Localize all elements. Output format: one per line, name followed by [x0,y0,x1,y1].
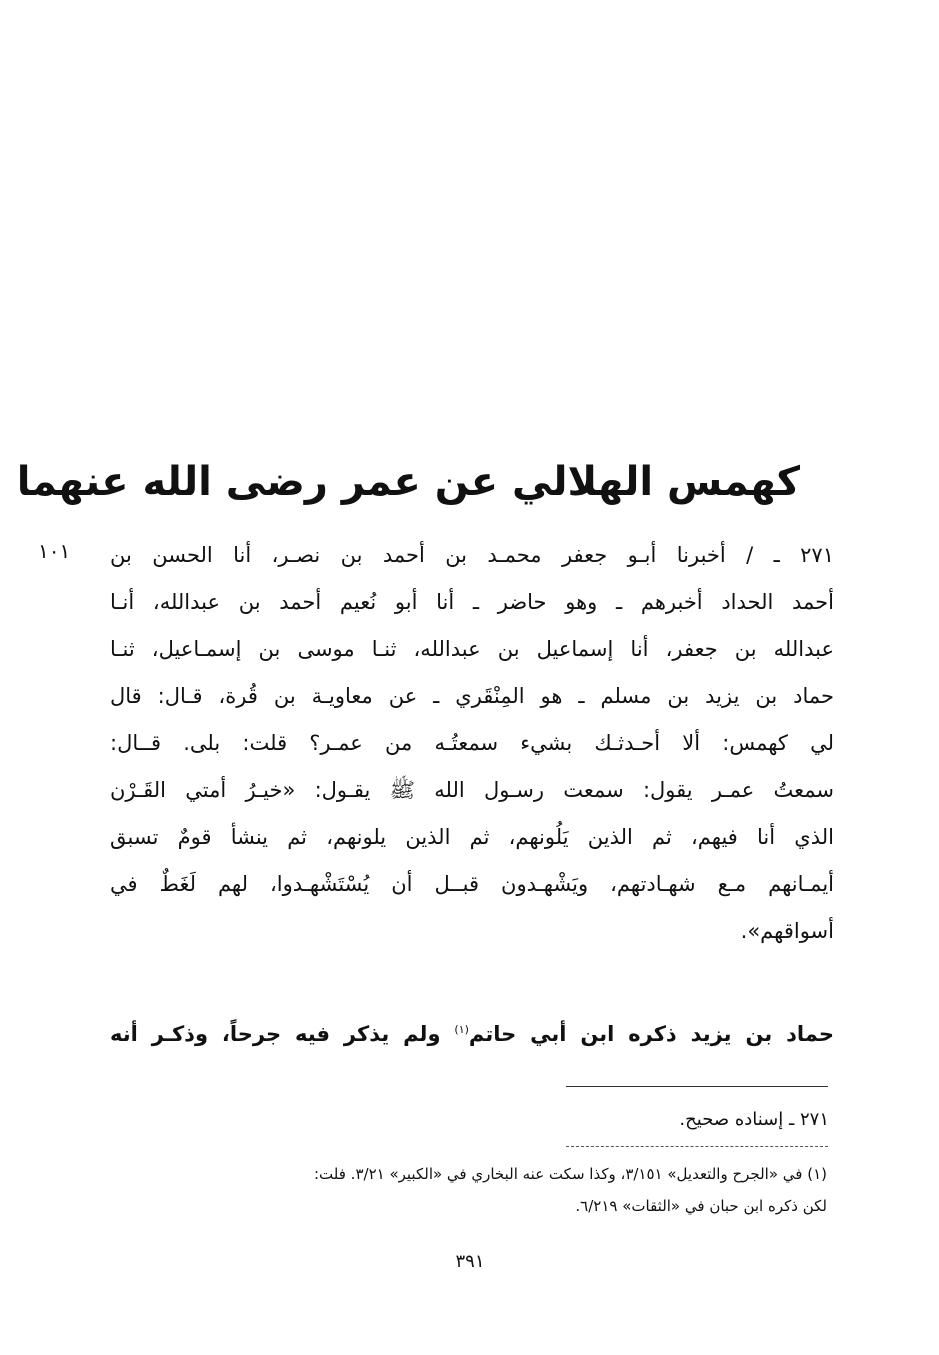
text-line: أحمد الحداد أخبرهم ـ وهو حاضر ـ أنا أبو نُعيم أحمد بن عبدالله، أنـا [110,590,834,614]
footnote-separator [566,1086,828,1087]
narrator-note [110,1010,834,1054]
margin-page-number: ١٠١ [38,539,71,563]
narrator-note-rest: ولم يذكر فيه جرحاً، وذكـر أنه [110,1022,455,1046]
hadith-text [110,532,834,955]
footnote-line: (١) في «الجرح والتعديل» ٣/١٥١، وكذا سكت عنه البخاري في «الكبير» ٣/٢١. فلت: [313,1165,827,1183]
text-line: الذي أنا فيهم، ثم الذين يَلُونهم، ثم الذين يلونهم، ثم ينشأ قومٌ تسبق [110,825,834,849]
text-line: ٢٧١ ـ / أخبرنا أبـو جعفر محمـد بن أحمد بن نصـر، أنا الحسن بن [110,543,834,567]
text-line: أسواقهم». [740,919,834,943]
text-line: عبدالله بن جعفر، أنا إسماعيل بن عبدالله، ثنـا موسى بن إسمـاعيل، ثنـا [110,637,834,661]
footnote-dotted-separator [566,1146,828,1147]
text-line: حماد بن يزيد بن مسلم ـ هو المِنْقَري ـ عن معاويـة بن قُرة، قـال: قال [110,684,834,708]
footnote-line: لكن ذكره ابن حبان في «الثقات» ٦/٢١٩. [575,1197,827,1215]
footnote-marker: (١) [454,1023,469,1036]
narrator-note-text: حماد بن يزيد ذكره ابن أبي حاتم [468,1022,834,1046]
footnote-grading: ٢٧١ ـ إسناده صحيح. [679,1109,829,1130]
page-number: ٣٩١ [455,1251,485,1272]
section-heading: كهمس الهلالي عن عمر رضى الله عنهما [16,459,800,505]
text-line: سمعتُ عمـر يقول: سمعت رسـول الله ﷺ يقـول: «خيـرُ أمتي القَـرْن [110,778,834,802]
footnote-1 [111,1158,827,1222]
text-line: لي كهمس: ألا أحـدثـك بشيء سمعتُـه من عمـر؟ قلت: بلى. قــال: [110,731,834,755]
text-line: أيمـانهم مـع شهـادتهم، ويَشْهـدون قبــل أن يُسْتَشْهـدوا، لهم لَغَطٌ في [110,872,834,896]
